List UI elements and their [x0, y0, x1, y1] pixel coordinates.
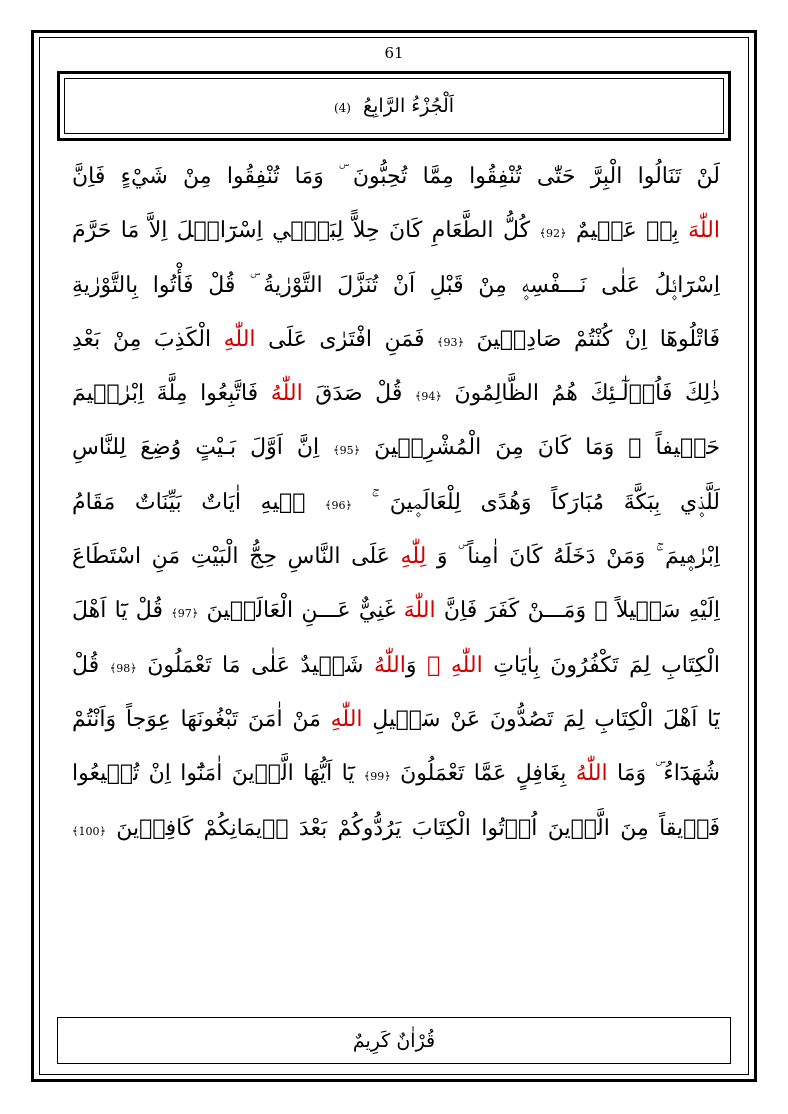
- divine-name: اللّٰهَ: [688, 218, 720, 244]
- quran-text-block: [72, 150, 720, 856]
- verse-text: اِسْرَٓائ۪لُ عَلٰى نَـــفْسِه۪ مِنْ قَبْلِ اَنْ تُنَزَّلَ التَّوْرٰيةُ ۜ قُلْ فَأْتُوا بِالتَّوْرٰيةِ: [72, 272, 720, 298]
- footer-box: [57, 1017, 731, 1064]
- verse-line: [72, 367, 720, 421]
- verse-text: ذٰلِكَ فَاُو۬لٰٓـئِكَ هُمُ الظَّالِمُونَ: [441, 381, 720, 407]
- verse-text: الْكِتَابِ لِمَ تَكْفُرُونَ بِاٰيَاتِ: [482, 652, 720, 678]
- verse-text: شَه۪يدٌ عَلٰى مَا تَعْمَلُونَ: [136, 652, 374, 678]
- verse-text: قُلْ يَٓا اَهْلَ: [72, 598, 172, 624]
- verse-text: شُهَدَٓاءُ ۜ وَمَا: [607, 761, 720, 787]
- header-inner-frame: [64, 78, 724, 134]
- verse-line: [72, 204, 720, 258]
- divine-name: اللّٰهُ: [270, 381, 303, 407]
- verse-text: بِه۪ عَل۪يمٌ: [566, 218, 689, 244]
- verse-text: لَنْ تَنَالُوا الْبِرَّ حَتّٰى تُنْفِقُوا مِمَّا تُحِبُّونَ ۜ وَمَا تُنْفِقُوا مِنْ شَيْءٍ فَاِنَّ: [72, 164, 720, 189]
- verse-text: فَمَنِ افْتَرٰى عَلَى: [255, 326, 438, 352]
- verse-text: حَن۪يفاً ۜ وَمَا كَانَ مِنَ الْمُشْرِك۪ينَ: [360, 435, 720, 461]
- verse-text: اِنَّ اَوَّلَ بَـيْتٍ وُضِعَ لِلنَّاسِ: [72, 435, 334, 461]
- divine-name: اللّٰهِ: [330, 706, 363, 732]
- divine-name: اللّٰهِ: [223, 326, 256, 352]
- verse-line: [72, 693, 720, 747]
- header-box: [57, 71, 731, 141]
- verse-text: فَاتَّبِعُوا مِلَّةَ اِبْرٰه۪يمَ: [72, 381, 271, 407]
- verse-line: [72, 313, 720, 367]
- verse-line: [72, 476, 720, 530]
- verse-text: عَلَى النَّاسِ حِجُّ الْبَيْتِ مَنِ اسْتَطَاعَ: [72, 544, 401, 570]
- verse-number: ﴿98﴾: [109, 661, 137, 675]
- verse-line: [72, 639, 720, 693]
- verse-number: ﴿99﴾: [363, 770, 391, 784]
- verse-text: مَنْ اٰمَنَ تَبْغُونَهَا عِوَجاً وَاَنْتُمْ: [72, 706, 331, 732]
- page-number: 61: [384, 44, 404, 62]
- divine-name: لِلّٰهِ: [400, 544, 427, 570]
- verse-line: [72, 150, 720, 204]
- verse-text: قُلْ صَدَقَ: [302, 381, 415, 407]
- verse-text: يَٓا اَهْلَ الْكِتَابِ لِمَ تَصُدُّونَ عَنْ سَب۪يلِ: [362, 706, 720, 732]
- verse-text: فَر۪يقاً مِنَ الَّذ۪ينَ اُو۫تُوا الْكِتَابَ يَرُدُّوكُمْ بَعْدَ ا۪يمَانِكُمْ كَافِر۪ينَ: [105, 815, 720, 841]
- divine-name: اللّٰهِ ۗ: [427, 652, 483, 678]
- verse-line: [72, 259, 720, 313]
- verse-line: [72, 421, 720, 475]
- verse-number: ﴿96﴾: [325, 498, 352, 512]
- verse-text: وَ: [405, 652, 428, 678]
- divine-name: اللّٰهُ: [373, 652, 406, 678]
- verse-text: الْكَذِبَ مِنْ بَعْدِ: [72, 326, 224, 352]
- verse-text: قُلْ: [72, 652, 110, 678]
- verse-text: بِغَافِلٍ عَمَّا تَعْمَلُونَ: [390, 761, 576, 787]
- verse-text: لَلَّذ۪ي بِبَكَّةَ مُبَارَكاً وَهُدًى لِلْعَالَم۪ينَ ۚ: [351, 489, 720, 515]
- verse-text: فَاتْلُوهَٓا اِنْ كُنْتُمْ صَادِق۪ينَ: [463, 326, 720, 352]
- divine-name: اللّٰهُ: [575, 761, 608, 787]
- footer-text: قُرْاٰنٌ كَرِيمٌ: [352, 1029, 436, 1052]
- juz-number: (4): [333, 101, 351, 115]
- verse-text: كُلُّ الطَّعَامِ كَانَ حِلاًّ لِبَن۪ٓي اِسْرَٓائ۪لَ اِلاَّ مَا حَرَّمَ: [72, 218, 540, 244]
- divine-name: اللّٰهَ: [403, 598, 436, 624]
- verse-number: ﴿95﴾: [333, 444, 361, 458]
- verse-text: اِبْرٰه۪يمَ ۚ وَمَنْ دَخَلَهُ كَانَ اٰمِناً ۜ وَ: [426, 544, 720, 570]
- verse-line: [72, 747, 720, 801]
- verse-number: ﴿97﴾: [171, 607, 199, 621]
- verse-text: ف۪يهِ اٰيَاتٌ بَيِّنَاتٌ مَقَامُ: [72, 489, 326, 515]
- juz-title: اَلْجُزْءُ الرَّابِعُ: [363, 95, 455, 117]
- verse-text: غَنِيٌّ عَـــنِ الْعَالَم۪ينَ: [198, 598, 404, 624]
- verse-text: اِلَيْهِ سَب۪يلاً ۜ وَمَـــنْ كَفَرَ فَاِنَّ: [435, 598, 720, 624]
- verse-line: [72, 802, 720, 856]
- verse-line: [72, 530, 720, 584]
- verse-number: ﴿100﴾: [72, 824, 106, 838]
- verse-number: ﴿94﴾: [414, 390, 442, 404]
- verse-number: ﴿92﴾: [539, 227, 567, 241]
- verse-number: ﴿93﴾: [437, 335, 464, 349]
- verse-line: [72, 584, 720, 638]
- header-title-wrap: [334, 95, 454, 117]
- verse-text: يَٓا اَيُّهَا الَّذ۪ينَ اٰمَنُٓوا اِنْ تُط۪يعُوا: [72, 761, 364, 787]
